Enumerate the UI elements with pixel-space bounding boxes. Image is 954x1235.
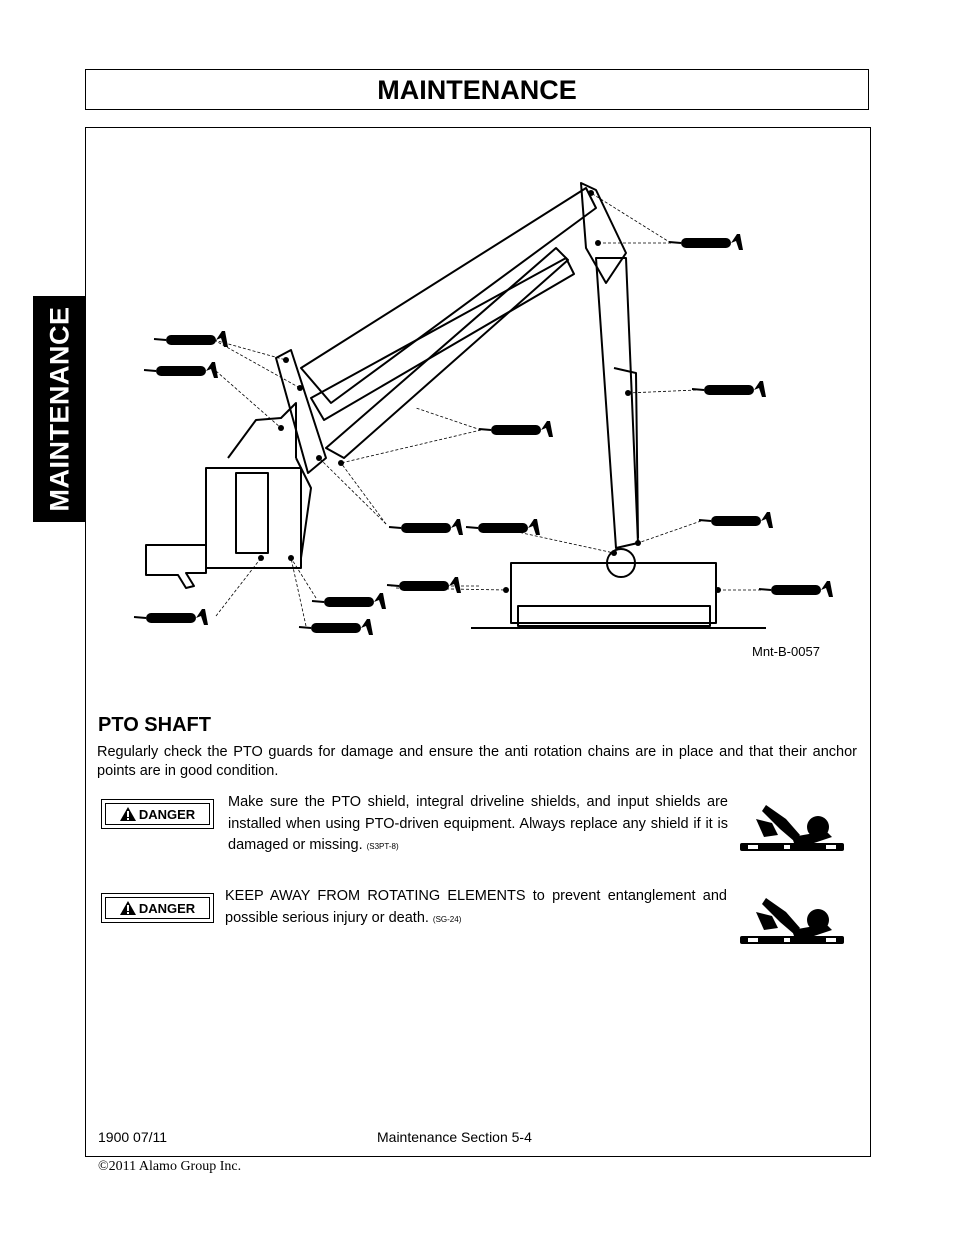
warning-triangle-icon	[120, 901, 136, 915]
danger-badge	[101, 893, 214, 923]
danger-label: DANGER	[138, 900, 196, 916]
rotating-driveline-entanglement-icon	[736, 797, 848, 867]
boom-mower-lubrication-diagram	[86, 128, 870, 668]
section-paragraph: Regularly check the PTO guards for damage and ensure the anti rotation chains are in place and that their anchor points are in good condition.	[97, 744, 857, 779]
danger-badge	[101, 799, 214, 829]
section-heading: PTO SHAFT	[98, 714, 211, 736]
danger-message-text: KEEP AWAY FROM ROTATING ELEMENTS to prevent entanglement and possible serious injury or death.	[225, 888, 727, 926]
danger-message	[225, 886, 727, 930]
danger-code: (S3PT-8)	[366, 842, 399, 851]
footer-section: Maintenance Section 5-4	[377, 1129, 532, 1145]
danger-message-text: Make sure the PTO shield, integral driveline shields, and input shields are installed when using PTO-driven equipment. Always replace any shield if it is damaged or missing.	[228, 794, 728, 853]
danger-message	[228, 792, 728, 858]
footer-model-date: 1900 07/11	[98, 1129, 168, 1145]
warning-triangle-icon	[120, 807, 136, 821]
rotating-driveline-entanglement-icon	[736, 890, 848, 960]
danger-code: (SG-24)	[432, 914, 462, 924]
grease-gun-icon	[134, 234, 833, 635]
figure-id: Mnt-B-0057	[752, 644, 820, 659]
side-tab	[33, 296, 86, 522]
danger-label: DANGER	[138, 806, 196, 822]
copyright: ©2011 Alamo Group Inc.	[98, 1159, 242, 1174]
page-title: MAINTENANCE	[85, 69, 869, 110]
side-tab-label: MAINTENANCE	[44, 306, 74, 512]
